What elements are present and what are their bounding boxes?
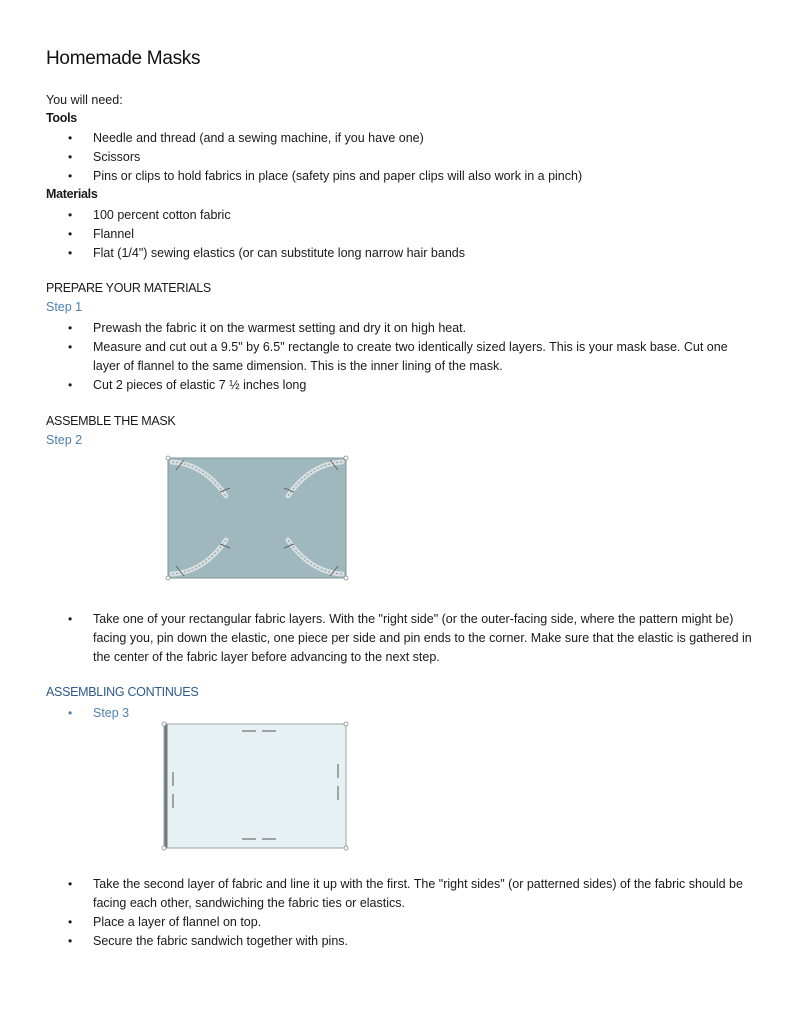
intro-text: You will need: — [46, 93, 123, 107]
continues-heading: ASSEMBLING CONTINUES — [46, 685, 199, 699]
bullet-icon: • — [68, 227, 73, 241]
bullet-icon: • — [68, 169, 73, 183]
prepare-heading: PREPARE YOUR MATERIALS — [46, 281, 211, 295]
prepare-list — [0, 319, 753, 395]
bullet-icon: • — [68, 706, 73, 720]
bullet-icon: • — [68, 877, 73, 891]
step-3-diagram — [160, 720, 350, 852]
step-2-label: Step 2 — [46, 433, 83, 447]
list-item: • Secure the fabric sandwich together with pins. — [0, 932, 753, 951]
bullet-icon: • — [68, 378, 73, 392]
continues-list — [0, 875, 753, 951]
list-item: • Needle and thread (and a sewing machine, if you have one) — [0, 129, 753, 148]
list-item: • 100 percent cotton fabric — [0, 206, 753, 225]
bullet-icon: • — [68, 246, 73, 260]
bullet-icon: • — [68, 612, 73, 626]
assemble-list — [0, 610, 753, 667]
materials-heading: Materials — [46, 187, 98, 201]
bullet-icon: • — [68, 934, 73, 948]
bullet-icon: • — [68, 321, 73, 335]
tools-heading: Tools — [46, 111, 77, 125]
bullet-icon: • — [68, 131, 73, 145]
list-item: • Scissors — [0, 148, 753, 167]
list-item: • Measure and cut out a 9.5" by 6.5" rectangle to create two identically sized layers. This is your mask base. Cut one layer of flannel to the same dimension. This is the inner lining of the mask. — [68, 340, 728, 373]
materials-list — [0, 206, 753, 263]
list-item: • Flannel — [0, 225, 753, 244]
page-title: Homemade Masks — [46, 48, 201, 69]
list-item: • Prewash the fabric it on the warmest setting and dry it on high heat. — [0, 319, 753, 338]
step-3-list — [0, 704, 753, 723]
step-1-label: Step 1 — [46, 300, 83, 314]
bullet-icon: • — [68, 340, 73, 354]
list-item: • Take the second layer of fabric and line it up with the first. The "right sides" (or patterned sides) of the fabric should be facing each other, sandwiching the fabric ties or elastics. — [68, 877, 743, 910]
list-item: • Take one of your rectangular fabric layers. With the "right side" (or the outer-facing side, where the pattern might be) facing you, pin down the elastic, one piece per side and pin ends to the corner. Make sure that the elastic is gathered in the center of the fabric layer before advancing to the next step. — [68, 612, 752, 664]
step-2-diagram — [164, 454, 350, 582]
list-item — [0, 704, 753, 723]
list-item: • Flat (1/4") sewing elastics (or can substitute long narrow hair bands — [0, 244, 753, 263]
bullet-icon: • — [68, 915, 73, 929]
assemble-heading: ASSEMBLE THE MASK — [46, 414, 176, 428]
list-item: • Place a layer of flannel on top. — [0, 913, 753, 932]
tools-list — [0, 129, 753, 186]
fabric-layer — [164, 724, 346, 848]
step-3-label: Step 3 — [93, 706, 130, 720]
list-item: • Cut 2 pieces of elastic 7 ½ inches long — [0, 376, 753, 395]
bullet-icon: • — [68, 208, 73, 222]
fabric-layer — [168, 458, 346, 578]
bullet-icon: • — [68, 150, 73, 164]
list-item: • Pins or clips to hold fabrics in place (safety pins and paper clips will also work in a pinch) — [0, 167, 753, 186]
